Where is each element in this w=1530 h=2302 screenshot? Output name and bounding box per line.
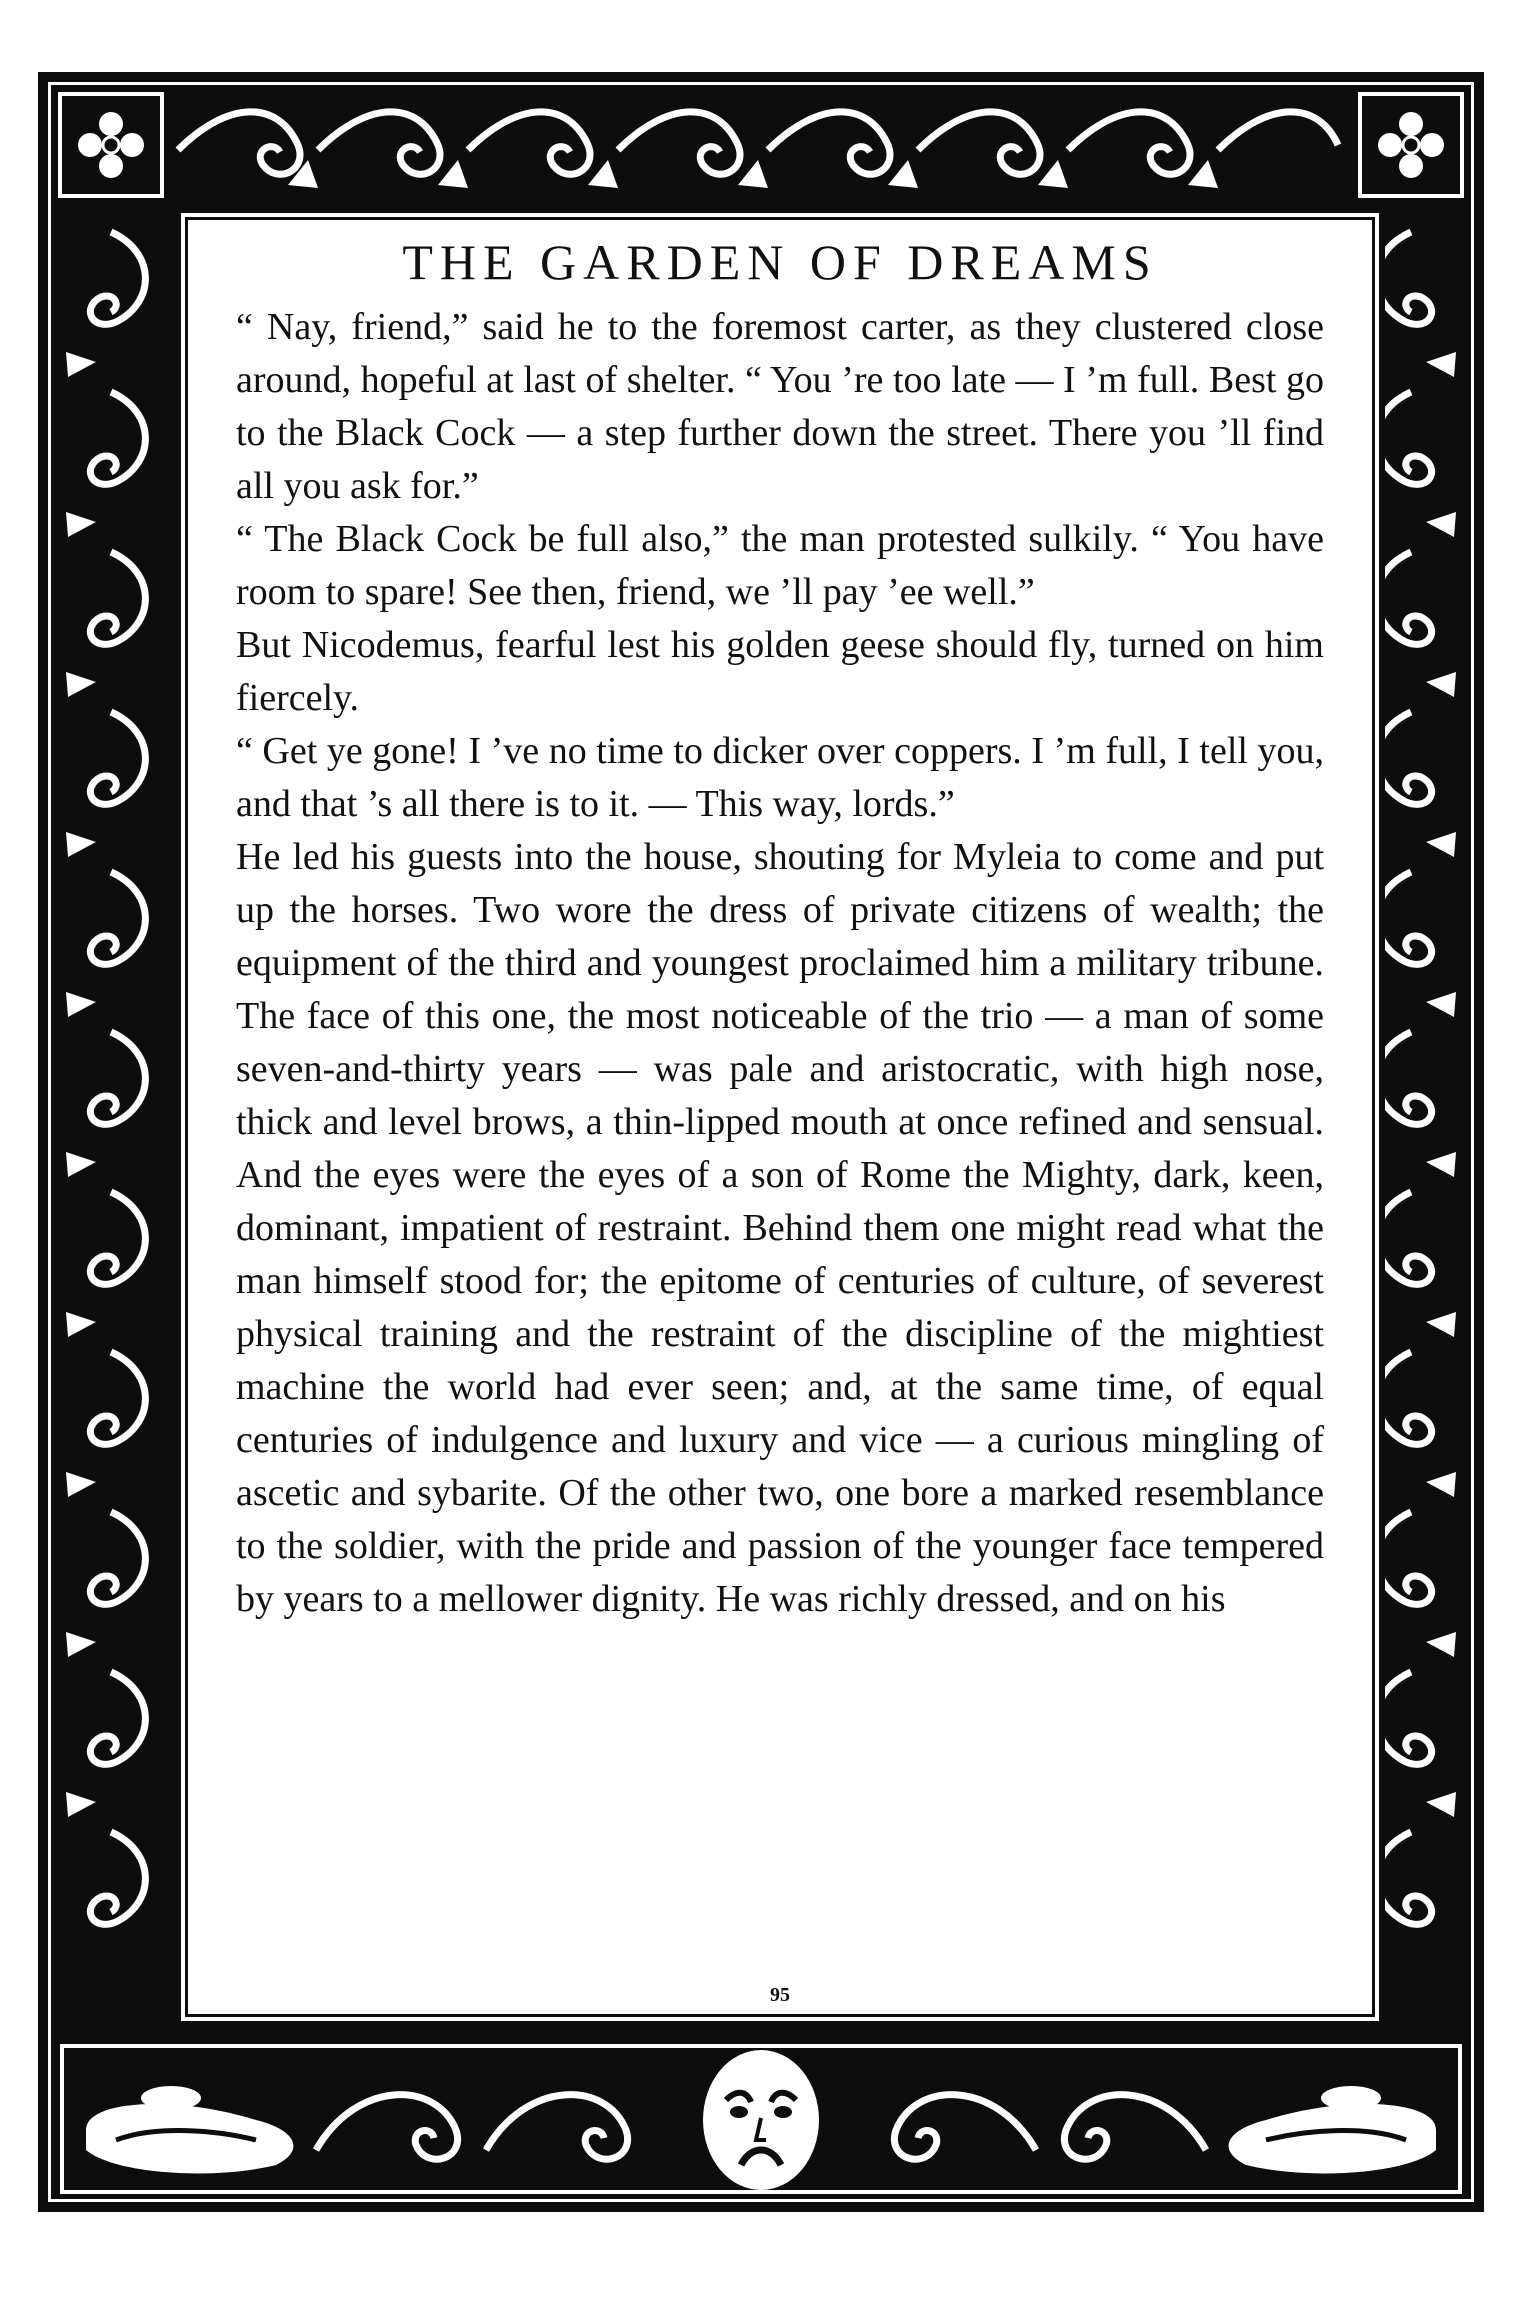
flower-corner-top-left (52, 86, 170, 204)
bottom-lamp-mask-ornament (56, 2040, 1466, 2198)
paragraph: He led his guests into the house, shouting for Myleia to come and put up the horses. Two wore the dress of private citizens of wealth; the equipment of the third and youngest proclaimed him a military tribune. The face of this one, the most noticeable of the trio — a man of some seven-and-thirty years — was pale and aristocratic, with high nose, thick and level brows, a thin-lipped mouth at once refined and sensual. And the eyes were the eyes of a son of Rome the Mighty, dark, keen, dominant, impatient of restraint. Behind them one might read what the man himself stood for; the epitome of centuries of culture, of severest physical training and the restraint of the discipline of the mightiest machine the world had ever seen; and, at the same time, of equal centuries of indulgence and luxury and vice — a curious mingling of ascetic and sybarite. Of the other two, one bore a marked resemblance to the soldier, with the pride and passion of the younger face tempered by years to a mellower dignity. He was richly dressed, and on his (236, 836, 1324, 1620)
body-text (236, 301, 1324, 1626)
paragraph: “ Get ye gone! I ’ve no time to dicker over coppers. I ’m full, I tell you, and that ’s all there is to it. — This way, lords.” (236, 730, 1324, 825)
paragraph: “ Nay, friend,” said he to the foremost carter, as they clustered close around, hopeful at last of shelter. “ You ’re too late — I ’m full. Best go to the Black Cock — a step further down the street. There you ’ll find all you ask for.” (236, 306, 1324, 507)
text-panel (175, 207, 1385, 2027)
flower-corner-top-right (1352, 86, 1470, 204)
left-scroll-ornament (56, 212, 166, 1972)
page-number: 95 (770, 1984, 790, 2006)
paragraph: But Nicodemus, fearful lest his golden geese should fly, turned on him fiercely. (236, 624, 1324, 719)
top-scroll-ornament (168, 90, 1354, 200)
tragedy-mask-icon (703, 2050, 819, 2190)
paragraph: “ The Black Cock be full also,” the man protested sulkily. “ You have room to spare! See then, friend, we ’ll pay ’ee well.” (236, 518, 1324, 613)
running-head: THE GARDEN OF DREAMS (402, 234, 1158, 290)
